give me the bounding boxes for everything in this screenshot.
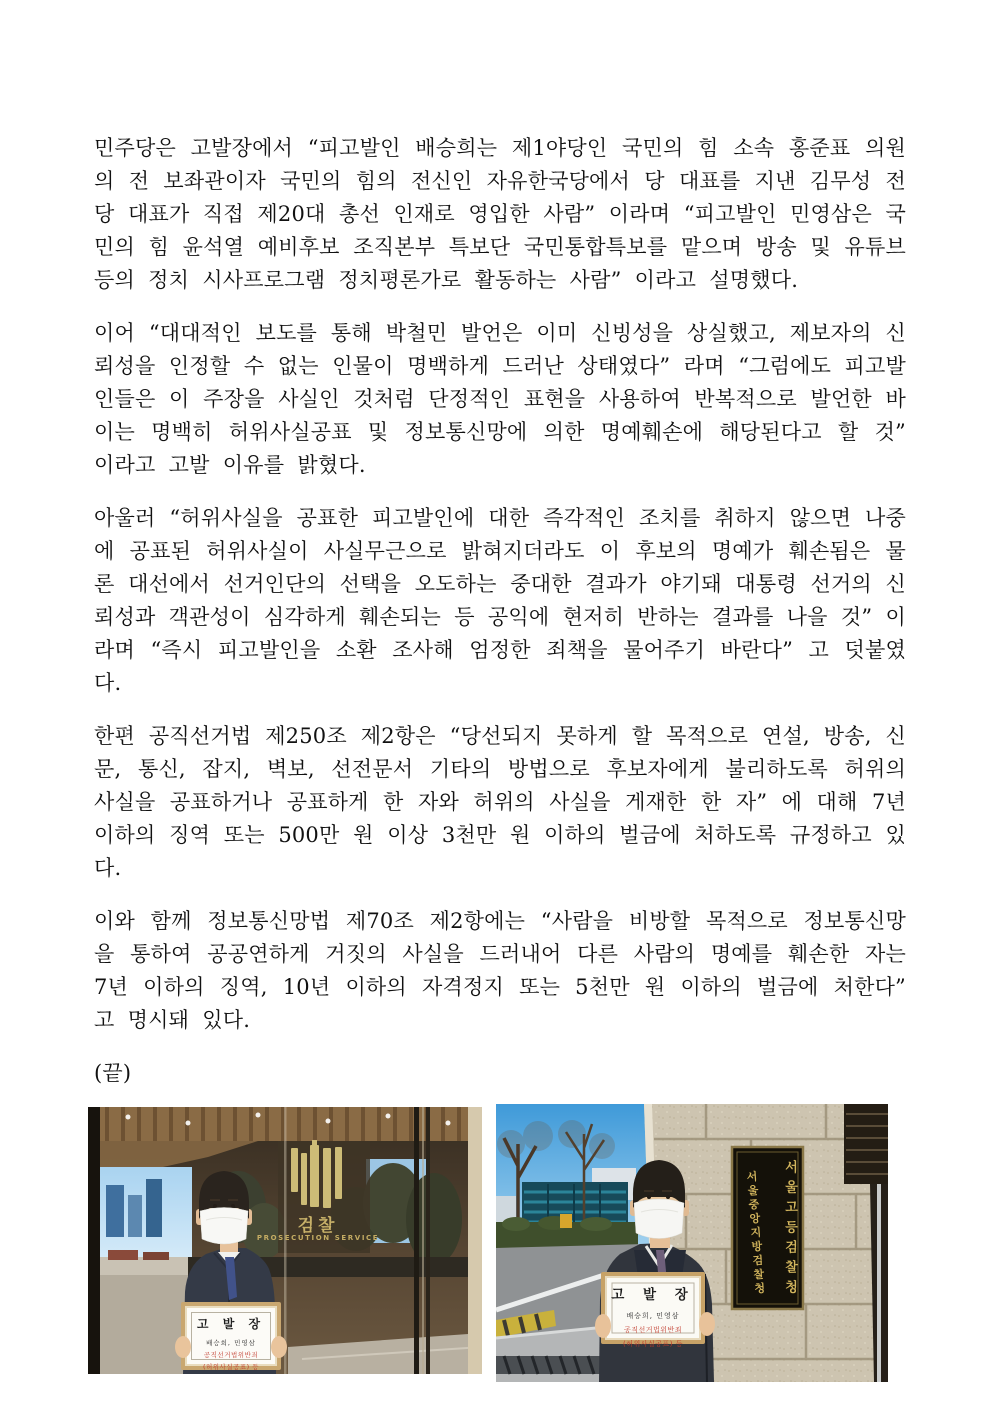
sign-charge-line2: (허위사실공표) 등 bbox=[202, 1363, 260, 1371]
paragraph-2: 이어 “대대적인 보도를 통해 박철민 발언은 이미 신빙성을 상실했고, 제보자의 신뢰성을 인정할 수 없는 인물이 명백하게 드러난 상태였다” 라며 “그럼에도 피고발인들은 이 주장을 사실인 것처럼 단정적인 표현을 사용하여 반복적으로 발언한 바 이는 명백히 허위사실공표 및 정보통신망에 의한 명예훼손에 해당된다고 할 것” 이라고 고발 이유를 밝혔다. bbox=[94, 321, 906, 477]
end-marker: (끝) bbox=[94, 1061, 132, 1085]
name-plaque-frame bbox=[732, 1147, 803, 1309]
sign-title: 고 발 장 bbox=[196, 1317, 266, 1331]
plaque-seoul-central-district: 서울중앙지방검찰청 bbox=[744, 1170, 767, 1297]
face-mask bbox=[634, 1199, 684, 1239]
emblem-english-label: PROSECUTION SERVICE bbox=[256, 1234, 380, 1242]
drain-pipe bbox=[877, 1184, 881, 1382]
complaint-sign-frame bbox=[601, 1272, 705, 1344]
sign-charge-line1: 공직선거법위반죄 bbox=[623, 1326, 683, 1334]
emblem-korean-label: 검찰 bbox=[297, 1216, 339, 1236]
photo-row bbox=[88, 1104, 992, 1382]
sign-names: 배승희, 민영삼 bbox=[626, 1312, 680, 1320]
paragraph-4: 한편 공직선거법 제250조 제2항은 “당선되지 못하게 할 목적으로 연설, 방송, 신문, 통신, 잡지, 벽보, 선전문서 기타의 방법으로 후보자에게 불리하도록 허위의 사실을 공표하거나 공표하게 한 자와 허위의 사실을 게재한 한 자” 에 대해 7년 이하의 징역 또는 500만 원 이상 3천만 원 이하의 벌금에 처하도록 규정하고 있다. bbox=[94, 724, 906, 880]
complaint-sign-frame bbox=[181, 1302, 281, 1370]
plaque-seoul-high: 서울고등검찰청 bbox=[782, 1160, 797, 1300]
face-mask bbox=[200, 1208, 248, 1245]
photo-right-prosecutors-gate bbox=[496, 1104, 888, 1382]
sign-names: 배승희, 민영삼 bbox=[206, 1339, 256, 1347]
entrance-pillar bbox=[88, 1107, 100, 1374]
sign-charge-line2: (허위사실공표) 등 bbox=[622, 1340, 684, 1348]
sign-title: 고 발 장 bbox=[611, 1287, 695, 1303]
street-sign bbox=[560, 1214, 572, 1228]
sign-charge-line1: 공직선거법위반죄 bbox=[203, 1351, 259, 1359]
paragraph-5: 이와 함께 정보통신망법 제70조 제2항에는 “사람을 비방할 목적으로 정보통신망을 통하여 공공연하게 거짓의 사실을 드러내어 다른 사람의 명예를 훼손한 자는 7년 이하의 징역, 10년 이하의 자격정지 또는 5천만 원 이하의 벌금에 처한다” 고 명시돼 있다. bbox=[94, 909, 906, 1032]
paragraph-1: 민주당은 고발장에서 “피고발인 배승희는 제1야당인 국민의 힘 소속 홍준표 의원의 전 보좌관이자 국민의 힘의 전신인 자유한국당에서 당 대표를 지낸 김무성 전 당 대표가 직접 제20대 총선 인재로 영입한 사람” 이라며 “피고발인 민영삼은 국민의 힘 윤석열 예비후보 조직본부 특보단 국민통합특보를 맡으며 방송 및 유튜브 등의 정치 시사프로그램 정치평론가로 활동하는 사람” 이라고 설명했다. bbox=[94, 136, 906, 292]
photo-left-prosecution-entrance bbox=[88, 1107, 482, 1374]
photo-left-scene bbox=[88, 1107, 482, 1374]
paragraph-3: 아울러 “허위사실을 공표한 피고발인에 대한 즉각적인 조치를 취하지 않으면 나중에 공표된 허위사실이 사실무근으로 밝혀지더라도 이 후보의 명예가 훼손됨은 물론 대선에서 선거인단의 선택을 오도하는 중대한 결과가 야기돼 대통령 선거의 신뢰성과 객관성이 심각하게 훼손되는 등 공익에 현저히 반하는 결과를 나을 것” 이라며 “즉시 피고발인을 소환 조사해 엄정한 죄책을 물어주기 바란다” 고 덧붙였다. bbox=[94, 506, 906, 695]
photo-right-scene bbox=[496, 1104, 888, 1382]
